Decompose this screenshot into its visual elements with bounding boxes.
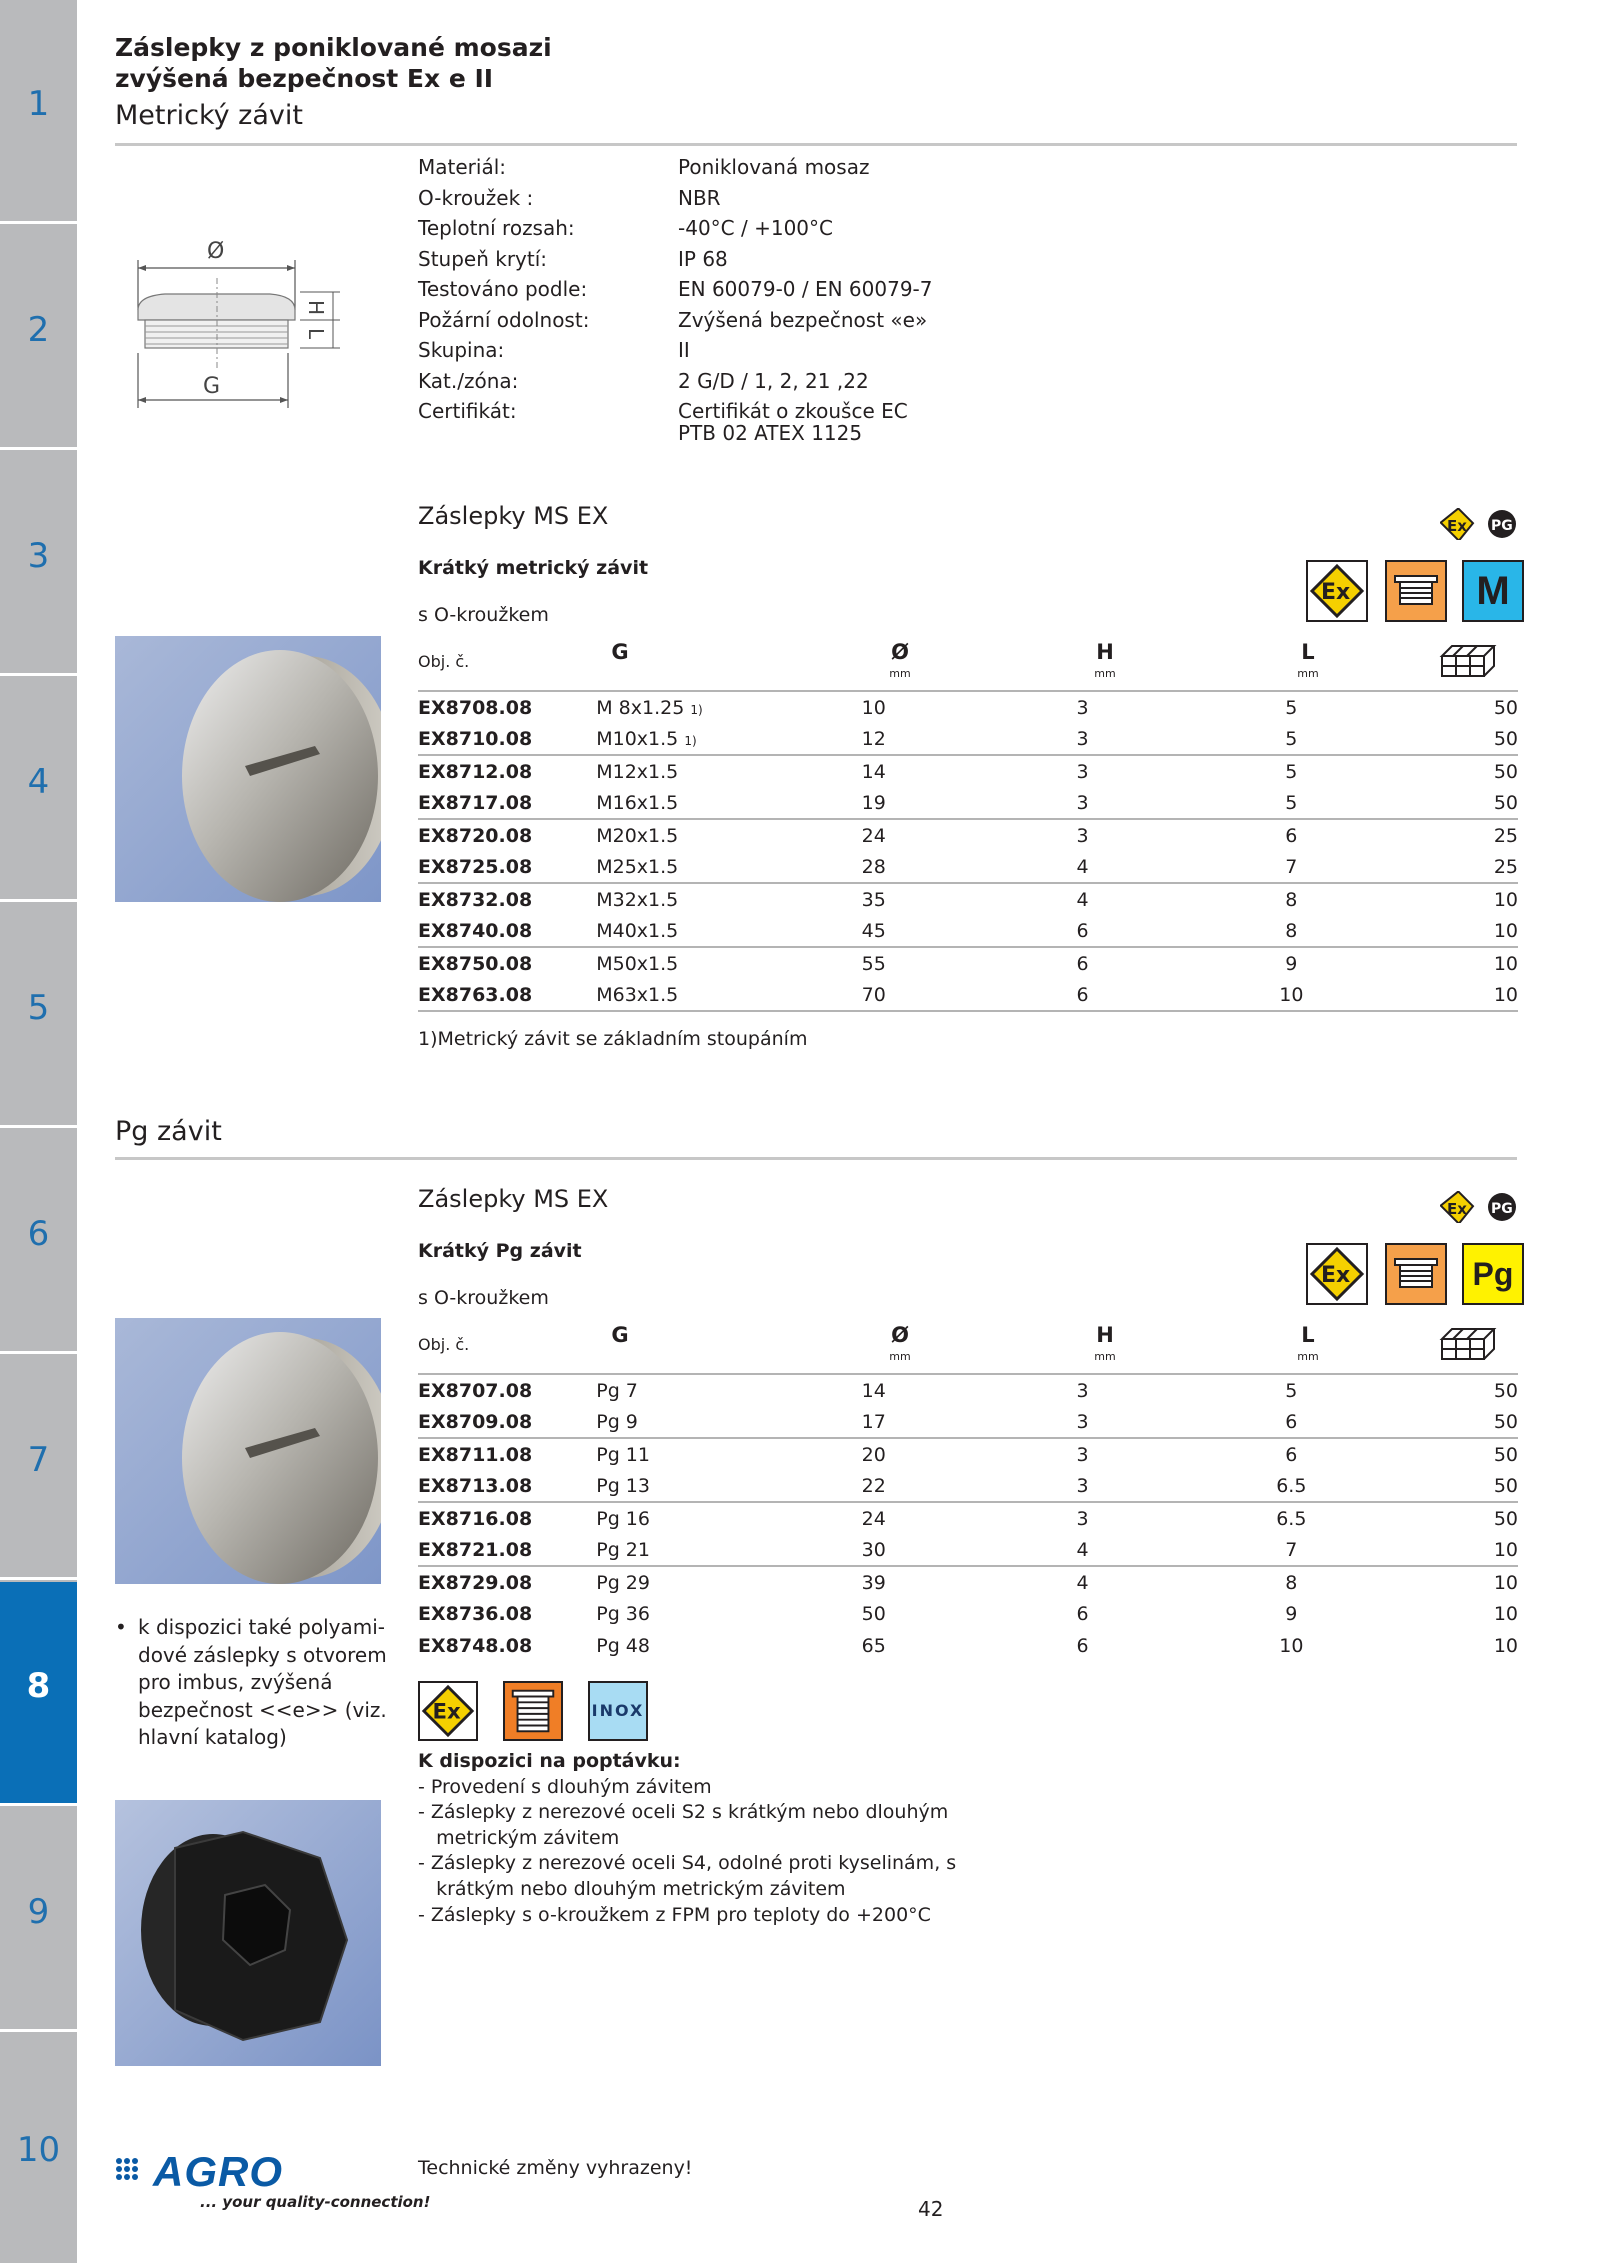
table-row bbox=[418, 1566, 1518, 1598]
product-photo-brass-plug-pg bbox=[115, 1318, 381, 1584]
height: 3 bbox=[1076, 1474, 1089, 1497]
table-row bbox=[418, 1598, 1518, 1630]
table-row bbox=[418, 755, 1518, 787]
svg-text:PG: PG bbox=[1491, 518, 1513, 534]
spec-label: Materiál: bbox=[418, 155, 506, 179]
quantity: 50 bbox=[1396, 1502, 1518, 1534]
chapter-tab-1[interactable] bbox=[0, 0, 77, 224]
height: 4 bbox=[978, 1566, 1187, 1598]
long-thread-badge-icon bbox=[503, 1681, 563, 1741]
col-header-g: G bbox=[611, 640, 629, 664]
pg-section-heading: Pg závit bbox=[115, 1116, 222, 1147]
on-request-line: metrickým závitem bbox=[418, 1826, 620, 1849]
spec-values bbox=[678, 152, 933, 446]
thread-size bbox=[596, 691, 769, 723]
order-code: EX8716.08 bbox=[418, 1502, 596, 1534]
col-unit: mm bbox=[1297, 667, 1319, 680]
length: 10 bbox=[1279, 983, 1304, 1006]
table-row bbox=[418, 915, 1518, 947]
order-code: EX8750.08 bbox=[418, 947, 596, 979]
ex-badge-icon bbox=[418, 1681, 478, 1741]
quantity: 10 bbox=[1396, 1566, 1518, 1598]
gost-mark-icon bbox=[1484, 1191, 1520, 1223]
atex-mark-icon bbox=[1440, 1191, 1476, 1223]
package-quantity-icon bbox=[1438, 1321, 1498, 1361]
col-unit: mm bbox=[889, 667, 911, 680]
height: 3 bbox=[978, 1374, 1187, 1406]
thread-size: M63x1.5 bbox=[596, 983, 679, 1006]
length: 6.5 bbox=[1276, 1474, 1307, 1497]
order-code: EX8717.08 bbox=[418, 791, 533, 814]
page-subtitle: Metrický závit bbox=[115, 100, 303, 131]
height: 4 bbox=[1076, 1538, 1089, 1561]
table-row bbox=[418, 947, 1518, 979]
quantity: 50 bbox=[1396, 691, 1518, 723]
thread-size: Pg 13 bbox=[596, 1474, 650, 1497]
on-request-line: - Provedení s dlouhým závitem bbox=[418, 1775, 712, 1798]
technical-drawing bbox=[125, 228, 355, 418]
agro-dots-icon bbox=[115, 2157, 145, 2187]
spec-value: PTB 02 ATEX 1125 bbox=[678, 420, 863, 445]
length: 7 bbox=[1285, 855, 1298, 878]
quantity: 10 bbox=[1396, 883, 1518, 915]
chapter-tab-label: 1 bbox=[27, 84, 50, 124]
section1-oring-note: s O-kroužkem bbox=[418, 604, 549, 626]
order-code: EX8736.08 bbox=[418, 1603, 533, 1625]
table-row bbox=[418, 1438, 1518, 1470]
thread-size: Pg 48 bbox=[596, 1635, 650, 1657]
svg-text:Ex: Ex bbox=[432, 1699, 461, 1725]
spec-value: 2 G/D / 1, 2, 21 ,22 bbox=[678, 368, 869, 393]
chapter-tab-label: 8 bbox=[26, 1666, 51, 1706]
length: 10 bbox=[1279, 1635, 1304, 1657]
order-code: EX8711.08 bbox=[418, 1438, 596, 1470]
metric-badge: M bbox=[1462, 560, 1524, 622]
diameter: 50 bbox=[861, 1603, 886, 1625]
spec-value: Certifikát o zkoušce EC bbox=[678, 399, 908, 423]
spec-value: II bbox=[678, 338, 690, 362]
length: 5 bbox=[1285, 727, 1298, 750]
diameter: 24 bbox=[769, 1502, 978, 1534]
height: 4 bbox=[1076, 855, 1089, 878]
note-line: bezpečnost <<e>> (viz. bbox=[138, 1697, 387, 1722]
order-code: EX8748.08 bbox=[418, 1635, 533, 1657]
table-row bbox=[418, 883, 1518, 915]
col-header-diameter: Ø bbox=[891, 1323, 909, 1347]
order-code: EX8720.08 bbox=[418, 819, 596, 851]
svg-text:Ex: Ex bbox=[1321, 580, 1351, 605]
table-row bbox=[418, 851, 1518, 883]
quantity: 50 bbox=[1396, 1438, 1518, 1470]
col-header-diameter: Ø bbox=[891, 640, 909, 664]
height: 6 bbox=[978, 947, 1187, 979]
chapter-tab-5[interactable] bbox=[0, 904, 77, 1128]
chapter-tab-label: 3 bbox=[27, 536, 50, 576]
note-line: dové záslepky s otvorem bbox=[138, 1642, 387, 1667]
spec-value: Zvýšená bezpečnost «e» bbox=[678, 307, 928, 332]
chapter-tab-label: 4 bbox=[27, 762, 50, 802]
spec-label: O-kroužek : bbox=[418, 185, 534, 210]
spec-label: Teplotní rozsah: bbox=[418, 216, 575, 240]
g-dimension-label: G bbox=[203, 374, 221, 399]
length: 5 bbox=[1187, 755, 1396, 787]
order-code: EX8740.08 bbox=[418, 919, 533, 942]
pg-plug-table bbox=[418, 1373, 1518, 1662]
height: 6 bbox=[1076, 983, 1089, 1006]
thread-size: Pg 7 bbox=[596, 1374, 769, 1406]
chapter-tab-6[interactable] bbox=[0, 1130, 77, 1354]
thread-size: M40x1.5 bbox=[596, 919, 679, 942]
length: 8 bbox=[1187, 883, 1396, 915]
thread-size: M20x1.5 bbox=[596, 819, 769, 851]
diameter-label: Ø bbox=[207, 239, 225, 264]
chapter-tab-7[interactable] bbox=[0, 1356, 77, 1580]
on-request-title: K dispozici na poptávku: bbox=[418, 1750, 681, 1772]
agro-logo: AGRO bbox=[153, 2148, 283, 2195]
order-code: EX8721.08 bbox=[418, 1538, 533, 1561]
product-photo-brass-plug bbox=[115, 636, 381, 902]
thread-size: M12x1.5 bbox=[596, 755, 769, 787]
quantity: 50 bbox=[1493, 791, 1518, 814]
length: 8 bbox=[1187, 1566, 1396, 1598]
quantity: 10 bbox=[1396, 947, 1518, 979]
height: 3 bbox=[978, 755, 1187, 787]
spec-label: Certifikát: bbox=[418, 399, 517, 423]
diameter: 30 bbox=[861, 1538, 886, 1561]
height: 6 bbox=[1076, 1603, 1089, 1625]
metric-plug-table bbox=[418, 690, 1518, 1012]
quantity: 25 bbox=[1396, 819, 1518, 851]
table-row bbox=[418, 1534, 1518, 1566]
chapter-tab-label: 5 bbox=[27, 988, 50, 1028]
col-header-h: H bbox=[1096, 640, 1114, 664]
section2-subtitle: Krátký Pg závit bbox=[418, 1240, 582, 1262]
chapter-tab-3[interactable] bbox=[0, 452, 77, 676]
length: 9 bbox=[1285, 1603, 1298, 1625]
diameter: 70 bbox=[861, 983, 886, 1006]
agro-tagline: ... your quality-connection! bbox=[200, 2193, 431, 2211]
section1-subtitle: Krátký metrický závit bbox=[418, 557, 649, 579]
col-header-h: H bbox=[1096, 1323, 1114, 1347]
table-row bbox=[418, 1470, 1518, 1502]
spec-label: Stupeň krytí: bbox=[418, 246, 548, 271]
col-header-l: L bbox=[1301, 1323, 1315, 1347]
col-header-code: Obj. č. bbox=[418, 1335, 470, 1354]
quantity: 10 bbox=[1493, 1538, 1518, 1561]
diameter: 12 bbox=[861, 727, 886, 750]
ex-badge-icon bbox=[1306, 1243, 1368, 1305]
quantity: 50 bbox=[1396, 1374, 1518, 1406]
height: 3 bbox=[1076, 1410, 1089, 1433]
footnote-mark: 1) bbox=[684, 733, 697, 748]
thread-size: Pg 11 bbox=[596, 1438, 769, 1470]
diameter: 14 bbox=[769, 1374, 978, 1406]
spec-value: NBR bbox=[678, 185, 721, 210]
technical-changes-note: Technické změny vyhrazeny! bbox=[418, 2157, 693, 2179]
order-code: EX8708.08 bbox=[418, 691, 596, 723]
quantity: 50 bbox=[1493, 727, 1518, 750]
pg-badge: Pg bbox=[1462, 1243, 1524, 1305]
spec-value: IP 68 bbox=[678, 246, 728, 271]
length: 6 bbox=[1187, 819, 1396, 851]
length: 5 bbox=[1285, 791, 1298, 814]
order-code: EX8713.08 bbox=[418, 1474, 533, 1497]
diameter: 19 bbox=[861, 791, 886, 814]
order-code: EX8712.08 bbox=[418, 755, 596, 787]
chapter-tab-8[interactable] bbox=[0, 1582, 77, 1806]
page-title bbox=[115, 32, 552, 94]
length: 6.5 bbox=[1187, 1502, 1396, 1534]
svg-text:Ex: Ex bbox=[1321, 1263, 1351, 1288]
inox-badge: INOX bbox=[588, 1681, 648, 1741]
chapter-tab-label: 9 bbox=[27, 1892, 50, 1932]
spec-value: Poniklovaná mosaz bbox=[678, 155, 870, 179]
spec-value: -40°C / +100°C bbox=[678, 216, 833, 240]
section2-oring-note: s O-kroužkem bbox=[418, 1287, 549, 1309]
diameter: 14 bbox=[769, 755, 978, 787]
atex-mark-icon bbox=[1440, 508, 1476, 540]
height: 3 bbox=[978, 1502, 1187, 1534]
col-header-l: L bbox=[1301, 640, 1315, 664]
h-dimension-label: H bbox=[304, 300, 328, 316]
note-line: hlavní katalog) bbox=[138, 1725, 287, 1749]
spec-label: Testováno podle: bbox=[418, 277, 588, 301]
page-title-line1: Záslepky z poniklované mosazi bbox=[115, 33, 552, 62]
thread-size: M32x1.5 bbox=[596, 883, 769, 915]
l-dimension-label: L bbox=[304, 328, 328, 340]
quantity: 10 bbox=[1493, 1603, 1518, 1625]
spec-label: Skupina: bbox=[418, 338, 505, 362]
order-code: EX8709.08 bbox=[418, 1410, 533, 1433]
table-row bbox=[418, 1406, 1518, 1438]
footnote-mark: 1) bbox=[690, 702, 703, 717]
length: 5 bbox=[1187, 1374, 1396, 1406]
order-code: EX8707.08 bbox=[418, 1374, 596, 1406]
gost-mark-icon bbox=[1484, 508, 1520, 540]
height: 3 bbox=[1076, 727, 1089, 750]
thread-size: Pg 16 bbox=[596, 1502, 769, 1534]
table-row bbox=[418, 723, 1518, 755]
diameter: 20 bbox=[769, 1438, 978, 1470]
table-row bbox=[418, 1502, 1518, 1534]
quantity: 50 bbox=[1396, 755, 1518, 787]
order-code: EX8729.08 bbox=[418, 1566, 596, 1598]
section2-title: Záslepky MS EX bbox=[418, 1185, 609, 1213]
length: 6 bbox=[1187, 1438, 1396, 1470]
diameter: 45 bbox=[861, 919, 886, 942]
thread-size: Pg 29 bbox=[596, 1566, 769, 1598]
svg-text:Ex: Ex bbox=[1447, 1200, 1467, 1218]
quantity: 10 bbox=[1493, 919, 1518, 942]
order-code: EX8763.08 bbox=[418, 983, 533, 1006]
product-photo-polyamide-plug bbox=[115, 1800, 381, 2066]
quantity: 50 bbox=[1493, 1474, 1518, 1497]
chapter-sidebar bbox=[0, 0, 77, 2263]
table-row bbox=[418, 979, 1518, 1011]
page-number: 42 bbox=[918, 2197, 944, 2221]
diameter: 24 bbox=[769, 819, 978, 851]
table-row bbox=[418, 1630, 1518, 1662]
on-request-line: - Záslepky z nerezové oceli S4, odolné proti kyselinám, s bbox=[418, 1852, 957, 1875]
chapter-tab-label: 7 bbox=[27, 1440, 50, 1480]
on-request-line: - Záslepky z nerezové oceli S2 s krátkým nebo dlouhým bbox=[418, 1801, 949, 1824]
spec-label: Požární odolnost: bbox=[418, 307, 590, 332]
diameter: 55 bbox=[769, 947, 978, 979]
thread-value: M 8x1.25 bbox=[596, 696, 685, 719]
thread-footnote: 1)Metrický závit se základním stoupáním bbox=[418, 1028, 808, 1050]
quantity: 10 bbox=[1493, 1635, 1518, 1657]
table-row bbox=[418, 1374, 1518, 1406]
note-line: pro imbus, zvýšená bbox=[138, 1670, 333, 1694]
chapter-tab-10[interactable] bbox=[0, 2034, 77, 2263]
thread-size: Pg 9 bbox=[596, 1410, 638, 1433]
quantity: 25 bbox=[1493, 855, 1518, 878]
table-row bbox=[418, 787, 1518, 819]
height: 6 bbox=[1076, 919, 1089, 942]
bullet-dot: • bbox=[115, 1615, 127, 1639]
page-title-line2: zvýšená bezpečnost Ex e II bbox=[115, 64, 494, 93]
thread-size: M50x1.5 bbox=[596, 947, 769, 979]
spec-value: EN 60079-0 / EN 60079-7 bbox=[678, 277, 933, 301]
on-request-block bbox=[418, 1749, 956, 1928]
height: 3 bbox=[978, 819, 1187, 851]
length: 6 bbox=[1285, 1410, 1298, 1433]
chapter-tab-4[interactable] bbox=[0, 678, 77, 902]
height: 3 bbox=[978, 1438, 1187, 1470]
diameter: 39 bbox=[769, 1566, 978, 1598]
thread-size: M16x1.5 bbox=[596, 791, 679, 814]
col-header-code: Obj. č. bbox=[418, 652, 470, 671]
package-quantity-icon bbox=[1438, 638, 1498, 678]
on-request-line: krátkým nebo dlouhým metrickým závitem bbox=[418, 1877, 846, 1900]
order-code: EX8732.08 bbox=[418, 883, 596, 915]
col-unit: mm bbox=[1094, 667, 1116, 680]
order-code: EX8710.08 bbox=[418, 727, 533, 750]
chapter-tab-label: 2 bbox=[27, 310, 50, 350]
diameter: 65 bbox=[861, 1635, 886, 1657]
quantity: 50 bbox=[1493, 1410, 1518, 1433]
thread-value: M10x1.5 bbox=[596, 727, 679, 750]
thread-size: Pg 21 bbox=[596, 1538, 650, 1561]
col-unit: mm bbox=[1297, 1350, 1319, 1363]
short-thread-badge-icon bbox=[1385, 1243, 1447, 1305]
chapter-tab-label: 6 bbox=[27, 1214, 50, 1254]
spec-label: Kat./zóna: bbox=[418, 368, 519, 393]
diameter: 22 bbox=[861, 1474, 886, 1497]
polyamide-note bbox=[138, 1614, 387, 1752]
table-row bbox=[418, 691, 1518, 723]
height: 4 bbox=[978, 883, 1187, 915]
thread-size bbox=[596, 723, 769, 755]
col-unit: mm bbox=[1094, 1350, 1116, 1363]
spec-labels bbox=[418, 152, 589, 427]
col-unit: mm bbox=[889, 1350, 911, 1363]
quantity: 10 bbox=[1493, 983, 1518, 1006]
chapter-tab-9[interactable] bbox=[0, 1808, 77, 2032]
height: 6 bbox=[1076, 1635, 1089, 1657]
svg-text:Ex: Ex bbox=[1447, 517, 1467, 535]
section1-title: Záslepky MS EX bbox=[418, 502, 609, 530]
length: 8 bbox=[1285, 919, 1298, 942]
chapter-tab-2[interactable] bbox=[0, 226, 77, 450]
thread-size: M25x1.5 bbox=[596, 855, 679, 878]
svg-text:PG: PG bbox=[1491, 1201, 1513, 1217]
order-code: EX8725.08 bbox=[418, 855, 533, 878]
height: 3 bbox=[1076, 791, 1089, 814]
chapter-tab-label: 10 bbox=[16, 2130, 61, 2170]
length: 9 bbox=[1187, 947, 1396, 979]
col-header-g: G bbox=[611, 1323, 629, 1347]
height: 3 bbox=[978, 691, 1187, 723]
diameter: 35 bbox=[769, 883, 978, 915]
table-row bbox=[418, 819, 1518, 851]
diameter: 10 bbox=[769, 691, 978, 723]
length: 5 bbox=[1187, 691, 1396, 723]
pg-divider bbox=[115, 1157, 1517, 1160]
on-request-line: - Záslepky s o-kroužkem z FPM pro teploty do +200°C bbox=[418, 1903, 931, 1926]
header-divider bbox=[115, 143, 1517, 146]
diameter: 17 bbox=[861, 1410, 886, 1433]
length: 7 bbox=[1285, 1538, 1298, 1561]
thread-size: Pg 36 bbox=[596, 1603, 650, 1625]
note-line: k dispozici také polyami- bbox=[138, 1615, 385, 1639]
diameter: 28 bbox=[861, 855, 886, 878]
ex-badge-icon bbox=[1306, 560, 1368, 622]
short-thread-badge-icon bbox=[1385, 560, 1447, 622]
